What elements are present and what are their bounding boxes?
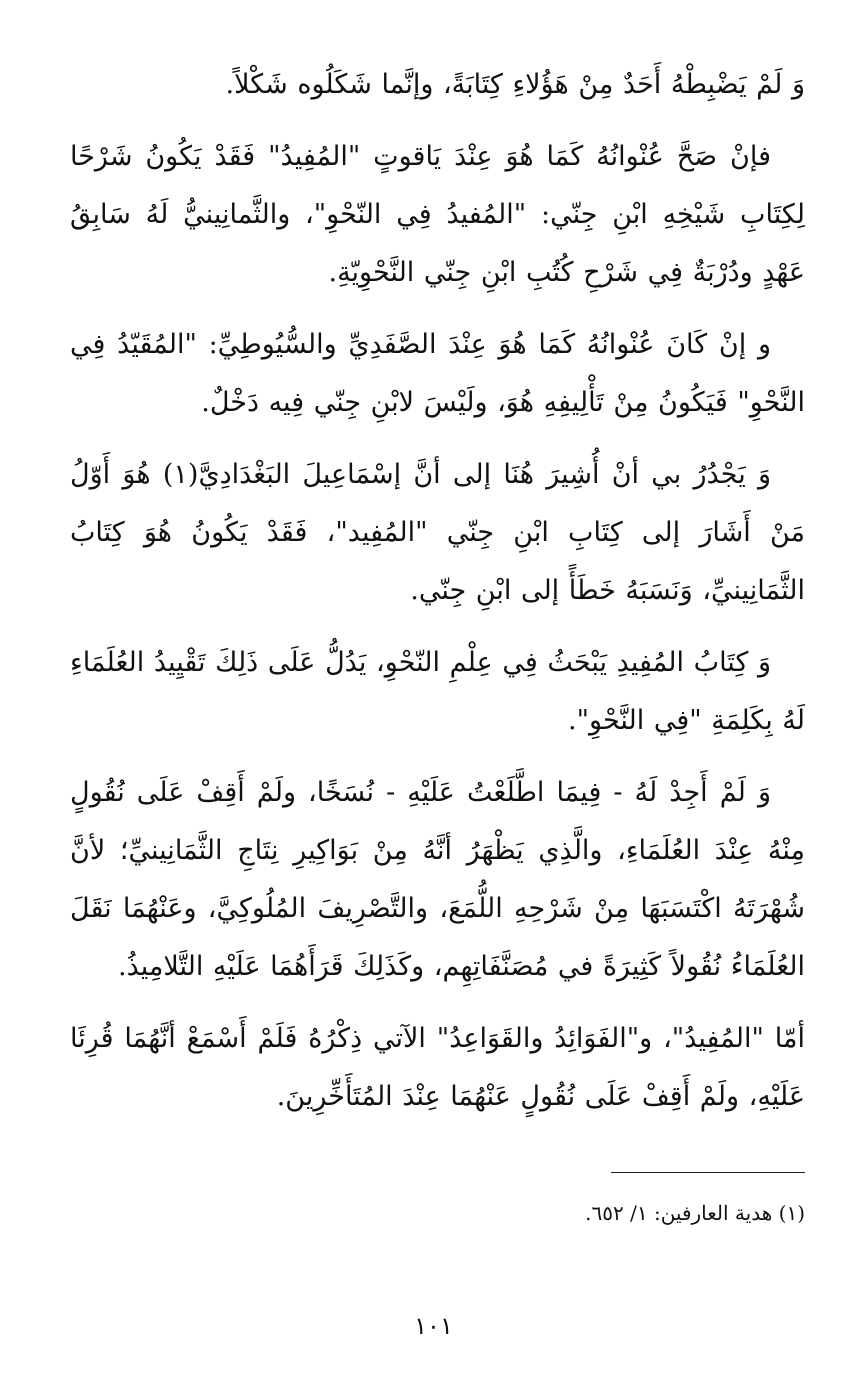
paragraph-3: و إنْ كَانَ عُنْوانُهُ كَمَا هُوَ عِنْدَ الصَّفَدِيِّ والسُّيُوطِيِّ: "المُقَيّدُ فِي النَّحْوِ" فَيَكُونُ مِنْ تَأْلِيفِهِ هُوَ، ولَيْسَ لابْنِ جِنّي فِيه دَخْلٌ.	[70, 329, 805, 418]
main-text	[70, 56, 805, 1140]
paragraph-5: وَ كِتَابُ المُفِيدِ يَبْحَثُ فِي عِلْمِ النّحْوِ، يَدُلُّ عَلَى ذَلِكَ تَقْيِيدُ العُلَمَاءِ لَهُ بِكَلِمَةِ "فِي النَّحْوِ".	[70, 647, 805, 736]
paragraph-2: فإنْ صَحَّ عُنْوانُهُ كَمَا هُوَ عِنْدَ يَاقوتٍ "المُفِيدُ" فَقَدْ يَكُونُ شَرْحًا لِكِتَابِ شَيْخِهِ ابْنِ جِنّي: "المُفيدُ فِي النّحْوِ"، والثَّمانِينيُّ لَهُ سَابِقُ عَهْدٍ ودُرْبَةٌ فِي شَرْحِ كُتُبِ ابْنِ جِنّي النَّحْوِيّةِ.	[70, 141, 805, 288]
paragraph-4: وَ يَجْدُرُ بي أنْ أُشِيرَ هُنَا إلى أنَّ إسْمَاعِيلَ البَغْدَادِيَّ(١) هُوَ أَوّلُ مَنْ أَشَارَ إلى كِتَابِ ابْنِ جِنّي "المُفِيد"، فَقَدْ يَكُونُ هُوَ كِتَابُ الثَّمَانِينيِّ، وَنَسَبَهُ خَطَأً إلى ابْنِ جِنّي.	[70, 459, 805, 606]
paragraph-1: وَ لَمْ يَضْبِطْهُ أَحَدٌ مِنْ هَؤُلاءِ كِتَابَةً، وإنَّما شَكَلُوه شَكْلاً.	[225, 69, 805, 100]
footnote-divider	[611, 1172, 805, 1173]
paragraph-6: وَ لَمْ أَجِدْ لَهُ - فِيمَا اطَّلَعْتُ عَلَيْهِ - نُسَخًا، ولَمْ أَقِفْ عَلَى نُقُولٍ مِنْهُ عِنْدَ العُلَمَاءِ، والَّذِي يَظْهَرُ أنَّهُ مِنْ بَوَاكِيرِ نِتَاجِ الثَّمَانِينيِّ؛ لأنَّ شُهْرَتَهُ اكْتَسَبَهَا مِنْ شَرْحِهِ اللُّمَعَ، والتَّصْرِيفَ المُلُوكِيَّ، وعَنْهُمَا نَقَلَ العُلَمَاءُ نُقُولاً كَثِيرَةً في مُصَنَّفَاتِهِم، وكَذَلِكَ قَرَأَهُمَا عَلَيْهِ التَّلامِيذُ.	[70, 777, 805, 982]
page-number: ١٠١	[414, 1312, 453, 1340]
footnote: (١) هدية العارفين: ١/ ٦٥٢.	[585, 1201, 805, 1225]
paragraph-7: أمّا "المُفِيدُ"، و"الفَوَائِدُ والقَوَاعِدُ" الآتي ذِكْرُهُ فَلَمْ أَسْمَعْ أنَّهُمَا قُرِئَا عَلَيْهِ، ولَمْ أَقِفْ عَلَى نُقُولٍ عَنْهُمَا عِنْدَ المُتَأَخِّرِينَ.	[70, 1023, 805, 1112]
